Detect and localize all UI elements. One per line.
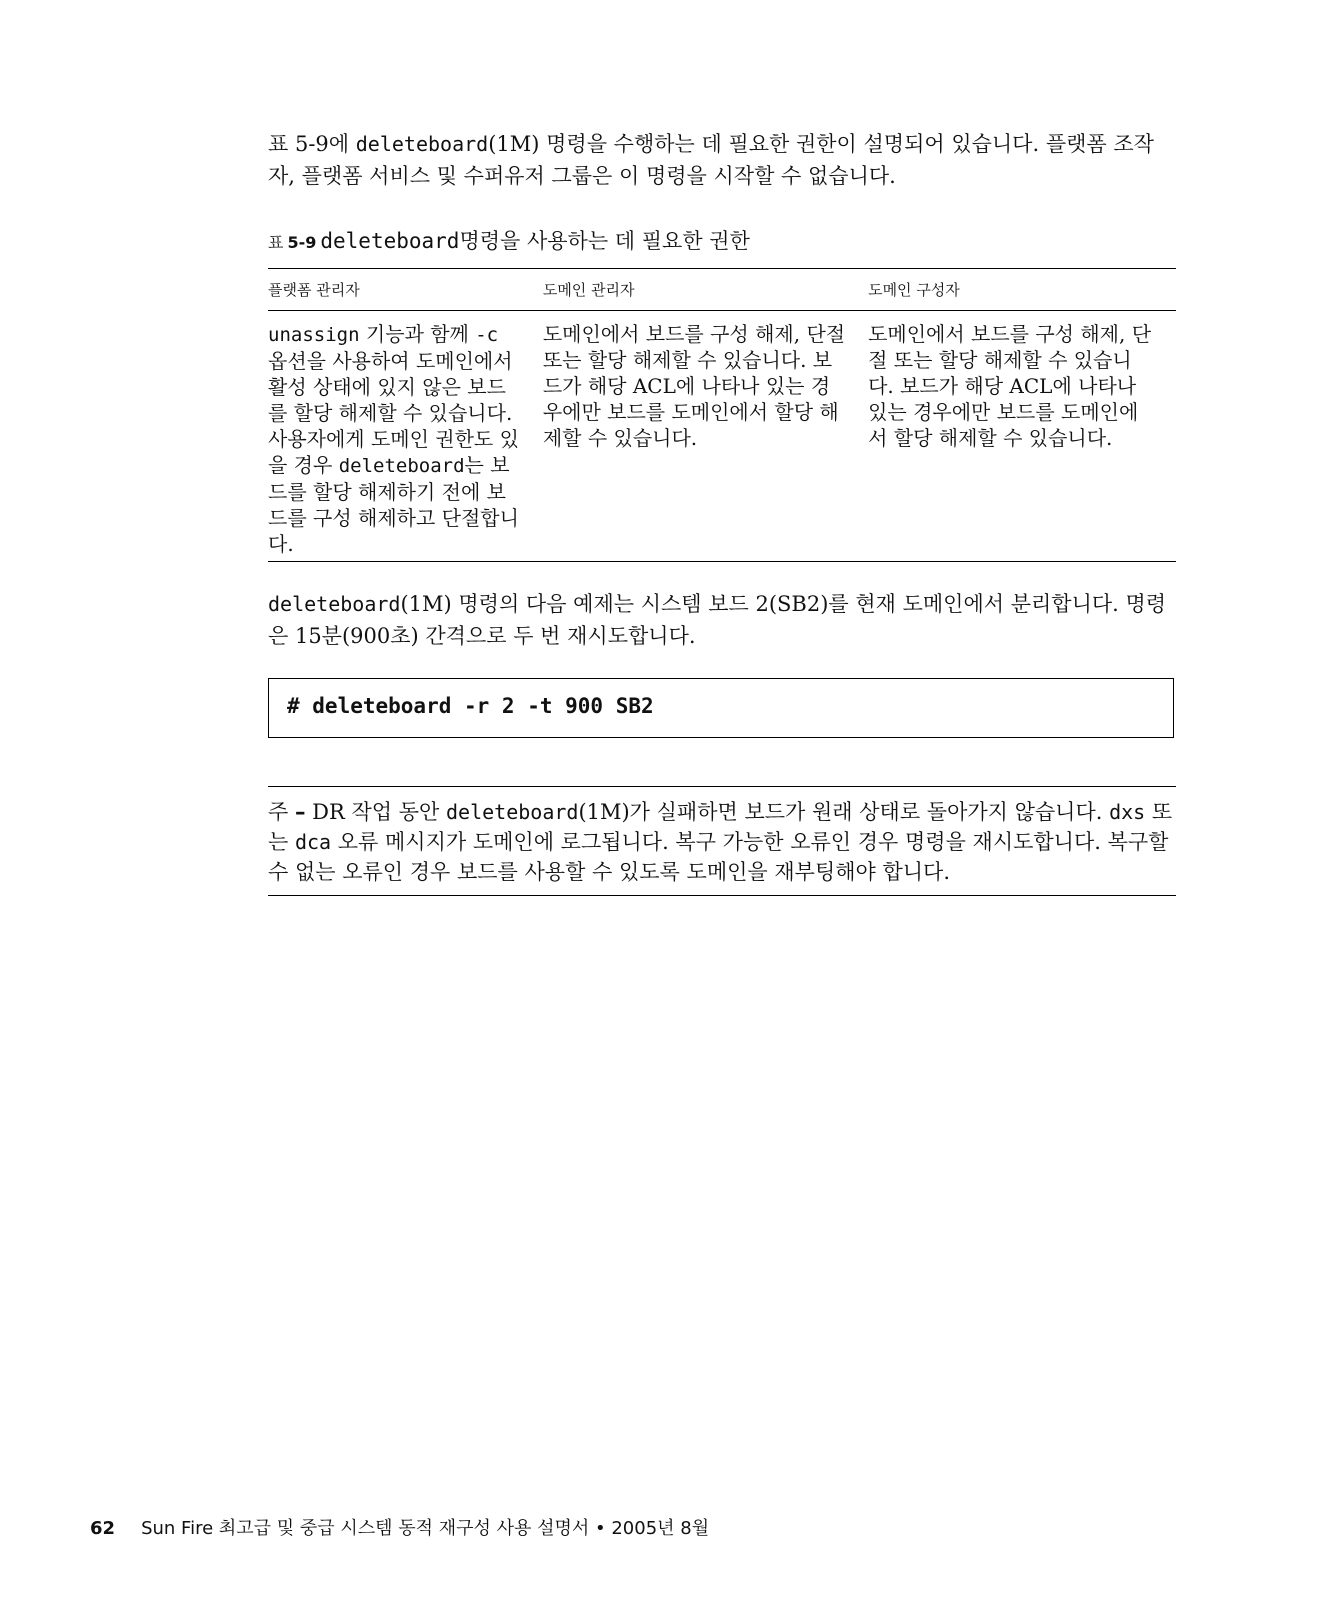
cell-cmd-unassign: unassign (268, 324, 360, 346)
header-platform-admin: 플랫폼 관리자 (268, 269, 543, 311)
permissions-table (268, 268, 1176, 562)
code-example-box: # deleteboard -r 2 -t 900 SB2 (268, 678, 1174, 738)
example-text: (1M) 명령의 다음 예제는 시스템 보드 2(SB2)를 현재 도메인에서 분리합니다. 명령은 15분(900초) 간격으로 두 번 재시도합니다. (268, 592, 1167, 648)
intro-text-b: (1M) 명령을 수행하는 데 필요한 권한이 설명되어 있습니다. 플랫폼 조작자, 플랫폼 서비스 및 수퍼유저 그룹은 이 명령을 시작할 수 없습니다. (268, 132, 1154, 188)
note-box (268, 786, 1176, 896)
cell-text-c: 는 보드를 할당 해제하기 전에 보드를 구성 해제하고 단절합니다. (268, 453, 519, 556)
cell-text-a: 기능과 함께 (359, 322, 476, 346)
example-paragraph (268, 588, 1176, 652)
table-header-row (268, 269, 1176, 311)
table-caption-text: 명령을 사용하는 데 필요한 권한 (459, 229, 750, 253)
header-domain-admin: 도메인 관리자 (543, 269, 868, 311)
note-dash: – (294, 800, 306, 824)
table-caption (268, 226, 1176, 258)
page-number: 62 (90, 1518, 116, 1539)
intro-paragraph (268, 128, 1176, 192)
table-caption-number: 5-9 (287, 233, 317, 252)
cell-option-c: -c (475, 324, 499, 346)
intro-command: deleteboard (355, 132, 489, 156)
header-domain-configurator: 도메인 구성자 (868, 269, 1176, 311)
cell-text-b: 옵션을 사용하여 도메인에서 활성 상태에 있지 않은 보드를 할당 해제할 수 있습니다. 사용자에게 도메인 권한도 있을 경우 (268, 349, 519, 477)
page-content (268, 128, 1176, 896)
note-cmd-dca: dca (294, 830, 332, 854)
note-text-a: DR 작업 동안 (305, 800, 446, 824)
note-cmd-dxs: dxs (1109, 800, 1146, 824)
note-command: deleteboard (445, 800, 579, 824)
cell-domain-admin: 도메인에서 보드를 구성 해제, 단절 또는 할당 해제할 수 있습니다. 보드가 해당 ACL에 나타나 있는 경우에만 보드를 도메인에서 할당 해제할 수 있습니다. (542, 322, 846, 450)
table-row (268, 311, 1176, 562)
cell-cmd-deleteboard: deleteboard (338, 455, 465, 477)
note-label: 주 (268, 800, 289, 824)
note-text-b: (1M)가 실패하면 보드가 원래 상태로 돌아가지 않습니다. (578, 800, 1110, 824)
table-caption-prefix: 표 (268, 233, 284, 252)
example-command: deleteboard (268, 592, 401, 616)
note-text-c: 또는 (268, 800, 1173, 854)
page-footer (90, 1514, 709, 1540)
footer-title: Sun Fire 최고급 및 중급 시스템 동적 재구성 사용 설명서 • 2005년 8월 (141, 1518, 710, 1539)
cell-domain-configurator: 도메인에서 보드를 구성 해제, 단절 또는 할당 해제할 수 있습니다. 보드가 해당 ACL에 나타나 있는 경우에만 보드를 도메인에서 할당 해제할 수 있습니다. (868, 322, 1152, 450)
note-text-d: 오류 메시지가 도메인에 로그됩니다. 복구 가능한 오류인 경우 명령을 재시도합니다. 복구할 수 없는 오류인 경우 보드를 사용할 수 있도록 도메인을 재부팅해야 합니다. (268, 830, 1169, 884)
table-caption-command: deleteboard (320, 229, 460, 253)
intro-text-a: 표 5-9에 (268, 132, 356, 156)
cell-platform-admin (268, 311, 543, 562)
